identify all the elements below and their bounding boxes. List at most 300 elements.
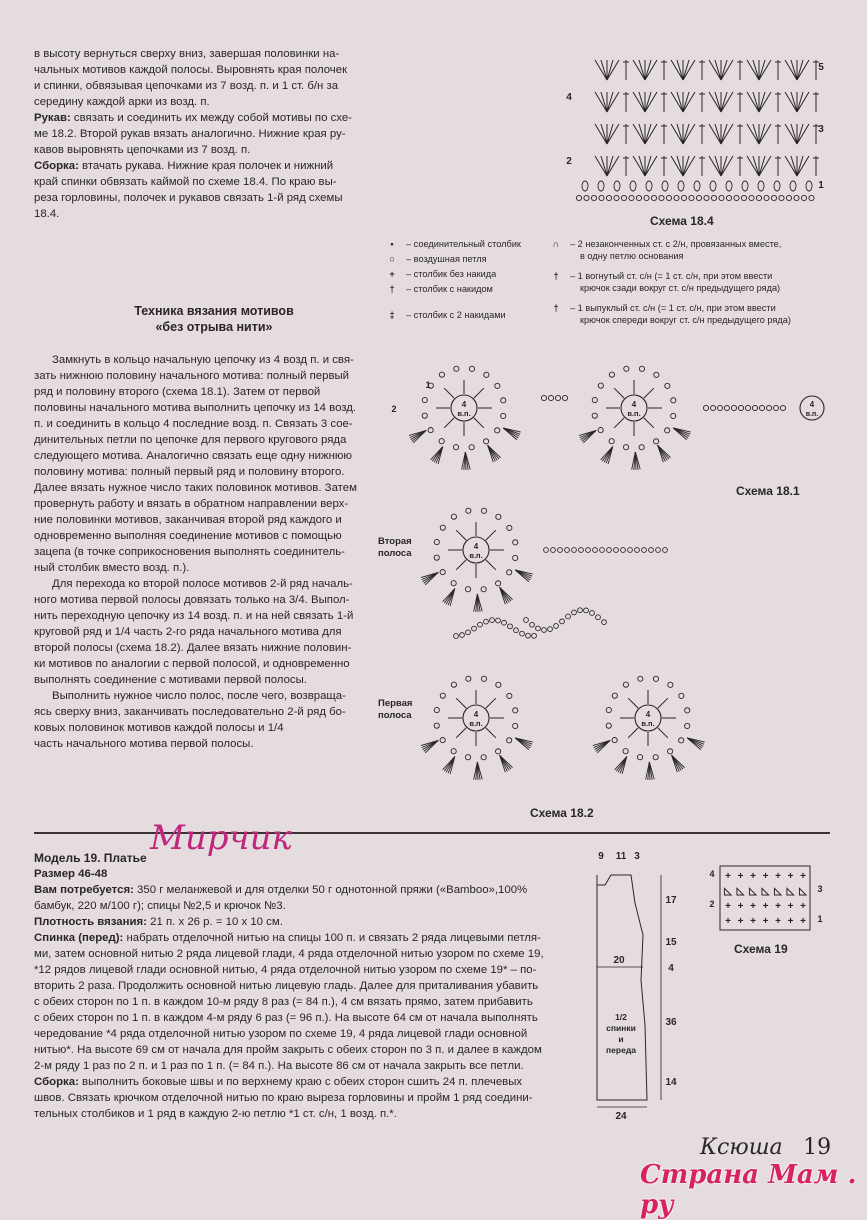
chain-stitch <box>484 372 489 377</box>
chain-stitch <box>536 626 541 631</box>
stitch-mark <box>658 698 668 708</box>
dimension-label: 4 <box>668 963 674 974</box>
chain-stitch <box>749 195 754 200</box>
stitch-mark <box>595 124 607 144</box>
chain-stitch <box>451 749 456 754</box>
stitch-mark <box>791 124 797 144</box>
stitch-mark <box>721 156 733 176</box>
dimension-label: 36 <box>665 1017 677 1028</box>
chain-stitch <box>786 195 791 200</box>
chain-stitch <box>508 624 513 629</box>
chain-stitch <box>653 755 658 760</box>
chain-stitch <box>434 555 439 560</box>
chain-stitch <box>576 195 581 200</box>
schema-18-4-caption: Схема 18.4 <box>650 214 714 228</box>
chain-stitch <box>679 693 684 698</box>
stitch-mark <box>607 60 619 80</box>
legend-symbol-icon: † <box>553 303 559 313</box>
chain-stitch <box>558 548 563 553</box>
legend-text: – 2 незаконченных ст. с 2/н, провязанных вместе, <box>570 239 782 249</box>
back-text: с обеих сторон по 1 п. в каждом 4-м ряду 6 раз (= 96 п.). На высоте 64 см от начала выполнять <box>34 1012 538 1024</box>
stitch-mark <box>607 60 613 80</box>
schema-18-2-caption: Схема 18.2 <box>530 806 594 820</box>
stitch-mark <box>753 60 759 80</box>
stitch-mark <box>639 92 645 112</box>
paragraph-line: следующего мотива. Аналогично связать еще одну нижнюю <box>34 450 352 462</box>
schema-18-4 <box>565 48 835 238</box>
stitch-mark <box>747 124 759 144</box>
back-text: с обеих сторон по 1 п. в каждом 10-м ряду 8 раз (= 84 п.), 4 см вязать прямо, затем прибавить <box>34 996 533 1008</box>
chain-stitch <box>542 628 547 633</box>
assembly-line <box>34 1106 574 1122</box>
legend-text: – столбик без накида <box>406 269 497 279</box>
assembly-text: реза горловины, полочек и рукавов связать 1-й ряд схемы <box>34 192 343 204</box>
chain-stitch <box>460 633 465 638</box>
stitch-mark <box>607 156 613 176</box>
stitch-mark <box>683 124 689 144</box>
chain-stitch <box>771 195 776 200</box>
assembly-text: тельных столбиков и 1 ряд в каждую 2-ю петлю *1 ст. с/н, 1 возд. п.*. <box>34 1108 397 1120</box>
chain-stitch <box>598 428 603 433</box>
chain-stitch <box>653 676 658 681</box>
stitch-mark <box>709 156 721 176</box>
chain-stitch <box>520 631 525 636</box>
chain-stitch <box>668 749 673 754</box>
page-number: 19 <box>803 1135 832 1160</box>
legend-item <box>384 268 544 280</box>
legend-text: в одну петлю основания <box>580 251 684 261</box>
chain-stitch <box>451 581 456 586</box>
technique-heading <box>84 303 344 335</box>
chain-stitch <box>719 195 724 200</box>
back-text-line <box>34 930 574 946</box>
chain-stitch <box>717 405 722 410</box>
chain-stitch <box>685 723 690 728</box>
chain-stitch <box>600 548 605 553</box>
schema-18-4-chart <box>565 48 835 238</box>
motif-center-label: 4 <box>473 542 479 551</box>
stitch-mark <box>633 92 645 112</box>
stitch-mark <box>639 124 645 144</box>
stitch-mark <box>791 60 797 80</box>
chain-stitch <box>665 383 670 388</box>
stitch-mark <box>797 156 803 176</box>
puff-stitch <box>806 181 812 191</box>
sleeve-text: связать и соединить их между собой мотивы по схе- <box>70 112 352 124</box>
back-text: вторить 2 раза. Продолжить основной нитью лицевую гладь. Далее для приталивания убавить <box>34 980 539 992</box>
chain-stitch <box>764 195 769 200</box>
stitch-mark <box>595 60 607 80</box>
schema-19-grid <box>700 862 830 942</box>
stitch-mark <box>753 92 759 112</box>
chain-stitch <box>434 707 439 712</box>
legend-text: – столбик с накидом <box>406 284 493 294</box>
chain-stitch <box>628 548 633 553</box>
puff-stitch <box>630 181 636 191</box>
chain-stitch <box>656 548 661 553</box>
puff-stitch <box>774 181 780 191</box>
dimension-label: 17 <box>665 895 677 906</box>
chain-stitch <box>629 195 634 200</box>
chain-stitch <box>513 555 518 560</box>
technique-title-line: «без отрыва нити» <box>155 320 273 334</box>
assembly-line <box>34 1074 574 1090</box>
chain-stitch <box>565 548 570 553</box>
chain-stitch <box>584 608 589 613</box>
stitch-mark <box>797 124 809 144</box>
grid-cell: + <box>725 901 731 912</box>
chain-stitch <box>759 405 764 410</box>
chain-stitch <box>513 540 518 545</box>
grid-cell: ◺ <box>749 886 757 897</box>
need-text: 350 г меланжевой и для отделки 50 г однотонной пряжи («Bamboo»,100% <box>133 884 528 896</box>
stitch-mark <box>645 60 657 80</box>
back-text-line <box>34 1058 574 1074</box>
chain-stitch <box>756 195 761 200</box>
stitch-mark <box>721 156 727 176</box>
puff-stitch <box>742 181 748 191</box>
chain-stitch <box>454 366 459 371</box>
stitch-mark <box>595 92 607 112</box>
stitch-mark <box>677 60 683 80</box>
chain-stitch <box>513 723 518 728</box>
chain-stitch <box>666 195 671 200</box>
puff-stitch <box>614 181 620 191</box>
paragraph-line: Выполнить нужное число полос, после чего, возвраща- <box>52 690 346 702</box>
grid-cell: + <box>737 871 744 882</box>
chain-stitch <box>602 620 607 625</box>
chain-stitch <box>689 195 694 200</box>
grid-cell: + <box>737 916 744 927</box>
chain-stitch <box>496 618 501 623</box>
stitch-mark <box>759 60 771 80</box>
stitch-mark <box>607 92 613 112</box>
stitch-mark <box>614 418 624 428</box>
chain-stitch <box>654 439 659 444</box>
chain-stitch <box>636 195 641 200</box>
chain-stitch <box>734 195 739 200</box>
grid-cell: ◺ <box>799 886 807 897</box>
back-text-line <box>34 994 574 1010</box>
legend-text: – соединительный столбик <box>406 239 521 249</box>
chain-stitch <box>513 708 518 713</box>
assembly-line <box>34 1090 574 1106</box>
stitch-mark <box>607 124 613 144</box>
pattern-outline <box>575 845 705 1125</box>
first-strip-label-line: полоса <box>378 710 412 721</box>
stitch-mark <box>444 418 454 428</box>
paragraph-line: нить переходную цепочку из 14 возд. п. и на ней связать 1-й <box>34 610 354 622</box>
second-strip-label-line: полоса <box>378 548 412 559</box>
stitch-mark <box>785 124 797 144</box>
chain-stitch <box>434 539 439 544</box>
chain-stitch <box>674 195 679 200</box>
second-strip-label-line: Вторая <box>378 536 412 547</box>
legend-text: крючок спереди вокруг ст. с/н предыдущего ряда) <box>580 315 791 325</box>
paragraph-line: п. и соединить в кольцо 4 последние возд. п. Связать 3 сое- <box>34 418 353 430</box>
legend-symbol-icon: ○ <box>389 254 395 264</box>
intro-line: и спинки, обвязывая цепочками из 7 возд. п. и 1 ст. б/н за <box>34 80 339 92</box>
second-strip-label <box>378 536 412 560</box>
stitch-mark <box>715 92 721 112</box>
chain-stitch <box>439 439 444 444</box>
stitch-mark <box>759 124 771 144</box>
back-text-line <box>34 978 574 994</box>
need-text: бамбук, 220 м/100 г); спицы №2,5 и крючок №3. <box>34 900 286 912</box>
grid-cell: + <box>750 916 756 927</box>
stitch-mark <box>797 60 803 80</box>
motif-center-label: в.п. <box>469 719 483 728</box>
back-text-line <box>34 946 574 962</box>
grid-cell: + <box>725 871 731 882</box>
chain-stitch <box>639 366 644 371</box>
chain-stitch <box>741 195 746 200</box>
chain-stitch <box>614 548 619 553</box>
paragraph-line: зать нижнюю половину начального мотива: полный первый <box>34 370 350 382</box>
chain-stitch <box>665 428 670 433</box>
row-number: 1 <box>817 914 823 924</box>
stitch-mark <box>753 124 759 144</box>
dimension-label: 14 <box>665 1077 677 1088</box>
chain-stitch <box>651 195 656 200</box>
chain-stitch <box>592 397 597 402</box>
chain-stitch <box>495 428 500 433</box>
chain-stitch <box>501 413 506 418</box>
stitch-mark <box>683 156 695 176</box>
grid-cell: + <box>737 901 744 912</box>
chain-stitch <box>738 405 743 410</box>
density-text: 21 п. х 26 р. = 10 х 10 см. <box>146 916 283 928</box>
chain-stitch <box>801 195 806 200</box>
chain-stitch <box>572 548 577 553</box>
stitch-mark <box>607 156 619 176</box>
assembly-text: швов. Связать крючком отделочной нитью по краю выреза горловины и пройм 1 ряд соедини- <box>34 1092 533 1104</box>
chain-stitch <box>484 619 489 624</box>
chain-stitch <box>490 618 495 623</box>
puff-stitch <box>662 181 668 191</box>
chain-stitch <box>422 413 427 418</box>
stitch-mark <box>747 156 759 176</box>
back-text: чередование *4 ряда отделочной нитью узором по схеме 19, 4 ряда лицевой глади основной <box>34 1028 528 1040</box>
chain-stitch <box>502 620 507 625</box>
chain-stitch <box>609 372 614 377</box>
paragraph-line: ряд и половину второго (схема 18.1). Затем от первой <box>34 386 321 398</box>
chain-stitch <box>428 428 433 433</box>
row-number: 1 <box>425 380 431 390</box>
stitch-mark <box>456 530 466 540</box>
intro-line: в высоту вернуться сверху вниз, завершая половинки на- <box>34 48 340 60</box>
chain-stitch <box>496 581 501 586</box>
schema-19 <box>700 862 830 962</box>
magazine-name: Ксюша <box>700 1135 783 1160</box>
chain-stitch <box>434 723 439 728</box>
stitch-mark <box>677 156 683 176</box>
chain-stitch <box>584 195 589 200</box>
sleeve-text: кавов выровнять цепочками из 7 возд. п. <box>34 144 251 156</box>
stitch-mark <box>486 698 496 708</box>
chain-stitch <box>481 508 486 513</box>
chain-stitch <box>621 548 626 553</box>
puff-stitch <box>678 181 684 191</box>
grid-cell: ◺ <box>736 886 745 897</box>
chain-stitch <box>548 395 553 400</box>
chain-stitch <box>466 676 471 681</box>
chain-stitch <box>507 570 512 575</box>
legend-item <box>548 238 838 262</box>
puff-stitch <box>726 181 732 191</box>
motif-center-label: 4 <box>461 400 467 409</box>
stitch-mark <box>633 156 645 176</box>
stitch-mark <box>721 92 733 112</box>
stitch-mark <box>721 60 733 80</box>
stitch-mark <box>644 388 654 398</box>
chain-stitch <box>507 693 512 698</box>
stitch-mark <box>797 60 809 80</box>
stitch-mark <box>607 92 619 112</box>
chain-stitch <box>495 383 500 388</box>
dimension-label: 15 <box>665 937 677 948</box>
chain-stitch <box>773 405 778 410</box>
chain-stitch <box>554 624 559 629</box>
paragraph-line: половины начального мотива выполнить цепочку из 14 возд. <box>34 402 357 414</box>
chain-stitch <box>566 614 571 619</box>
legend-item <box>384 309 544 321</box>
stitch-mark <box>645 92 651 112</box>
chain-stitch <box>579 548 584 553</box>
paragraph-line: ки мотивов по аналогии с первой полосой, и одновременно <box>34 658 350 670</box>
chain-stitch <box>507 525 512 530</box>
chain-stitch <box>596 615 601 620</box>
legend-text: – 1 выпуклый ст. с/н (= 1 ст. с/н, при этом ввести <box>570 303 776 313</box>
legend-symbol-icon: ‡ <box>389 310 395 320</box>
stitch-mark <box>628 698 638 708</box>
paragraph-line: ясь сверху вниз, заканчивать последовательно 2-й ряд бо- <box>34 706 346 718</box>
stitch-mark <box>486 530 496 540</box>
grid-cell: + <box>750 871 756 882</box>
paragraph-line: Для перехода ко второй полосе мотивов 2-й ряд началь- <box>52 578 353 590</box>
stitch-mark <box>721 60 727 80</box>
chain-stitch <box>454 634 459 639</box>
chain-stitch <box>562 395 567 400</box>
chain-stitch <box>724 405 729 410</box>
paragraph-line: выполнять соединение с мотивами первой полосы. <box>34 674 307 686</box>
chain-stitch <box>481 755 486 760</box>
grid-cell: + <box>800 916 806 927</box>
left-intro <box>34 46 374 222</box>
sleeve-text: ме 18.2. Второй рукав вязать аналогично. Нижние края ру- <box>34 128 346 140</box>
grid-cell: ◺ <box>786 886 795 897</box>
legend-symbol-icon: † <box>553 271 559 281</box>
stitch-mark <box>677 124 683 144</box>
back-text: нитью*. На высоте 69 см от начала для пройм закрыть с обеих сторон по 3 п. и далее в каждом <box>34 1044 542 1056</box>
stitch-mark <box>721 92 727 112</box>
stitch-mark <box>759 156 765 176</box>
stitch-mark <box>791 92 797 112</box>
legend-text: – 1 вогнутый ст. с/н (= 1 ст. с/н, при этом ввести <box>570 271 773 281</box>
puff-stitch <box>582 181 588 191</box>
stitch-mark <box>633 60 645 80</box>
stitch-mark <box>444 388 454 398</box>
paragraph-line: половину мотива: полный первый ряд и половину второго. <box>34 466 345 478</box>
chain-stitch <box>501 398 506 403</box>
stitch-mark <box>645 156 657 176</box>
stitch-mark <box>721 124 733 144</box>
puff-stitch <box>710 181 716 191</box>
chain-stitch <box>635 548 640 553</box>
chain-stitch <box>524 618 529 623</box>
assembly-text: выполнить боковые швы и по верхнему краю с обеих сторон сшить 24 п. плечевых <box>78 1076 523 1088</box>
chain-stitch <box>481 676 486 681</box>
legend-symbol-icon: † <box>389 284 395 294</box>
chain-stitch <box>607 548 612 553</box>
pattern-drawing <box>575 845 705 1125</box>
stitch-mark <box>759 92 765 112</box>
chain-stitch <box>644 195 649 200</box>
puff-stitch <box>646 181 652 191</box>
chain-stitch <box>606 195 611 200</box>
grid-cell: + <box>762 916 769 927</box>
watermark-site: Страна Мам . ру <box>640 1160 857 1220</box>
back-text-line <box>34 1010 574 1026</box>
chain-stitch <box>532 633 537 638</box>
back-label: Спинка (перед): <box>34 932 124 944</box>
stitch-mark <box>614 388 624 398</box>
stitch-mark <box>715 60 721 80</box>
schema-18-2 <box>376 500 746 820</box>
chain-stitch <box>612 693 617 698</box>
motif-center-label: 4 <box>631 400 637 409</box>
pattern-outline <box>597 875 647 1100</box>
stitch-mark <box>721 124 727 144</box>
chain-stitch <box>679 738 684 743</box>
row-number: 2 <box>709 899 715 909</box>
legend-text: крючок сзади вокруг ст. с/н предыдущего ряда) <box>580 283 781 293</box>
schema-18-2-chart <box>376 500 746 820</box>
assembly-label: Сборка: <box>34 1076 79 1088</box>
grid-cell: ◺ <box>761 886 770 897</box>
chain-stitch <box>560 619 565 624</box>
chain-stitch <box>659 195 664 200</box>
body-label: переда <box>606 1045 636 1055</box>
schema-18-1-chart <box>376 350 836 500</box>
density-label: Плотность вязания: <box>34 916 147 928</box>
back-text: *12 рядов лицевой глади основной нитью, 4 ряда отделочной нитью узором по схеме 19* – по- <box>34 964 537 976</box>
chain-stitch <box>469 445 474 450</box>
chain-stitch <box>703 405 708 410</box>
grid-cell: + <box>787 916 794 927</box>
chain-stitch <box>572 610 577 615</box>
back-text: ми, затем основной нитью 2 ряда лицевой глади, 4 ряда отделочной нитью узором по схеме 19, <box>34 948 544 960</box>
stitch-mark <box>683 124 695 144</box>
stitch-mark <box>785 156 797 176</box>
grid-cell: + <box>725 916 731 927</box>
intro-line: чальных мотивов каждой полосы. Выровнять края полочек <box>34 64 348 76</box>
stitch-mark <box>683 60 695 80</box>
chain-stitch <box>478 622 483 627</box>
row-number: 3 <box>817 884 823 894</box>
chain-stitch <box>541 395 546 400</box>
chain-stitch <box>451 682 456 687</box>
paragraph-line: ние половинки мотивов, заканчивая второй ряд каждого и <box>34 514 342 526</box>
chain-stitch <box>623 749 628 754</box>
technique-body <box>34 352 374 752</box>
model-title: Модель 19. Платье <box>34 851 147 865</box>
stitch-mark <box>715 156 721 176</box>
chain-stitch <box>681 195 686 200</box>
chain-stitch <box>642 548 647 553</box>
stitch-mark <box>759 92 771 112</box>
chain-stitch <box>621 195 626 200</box>
